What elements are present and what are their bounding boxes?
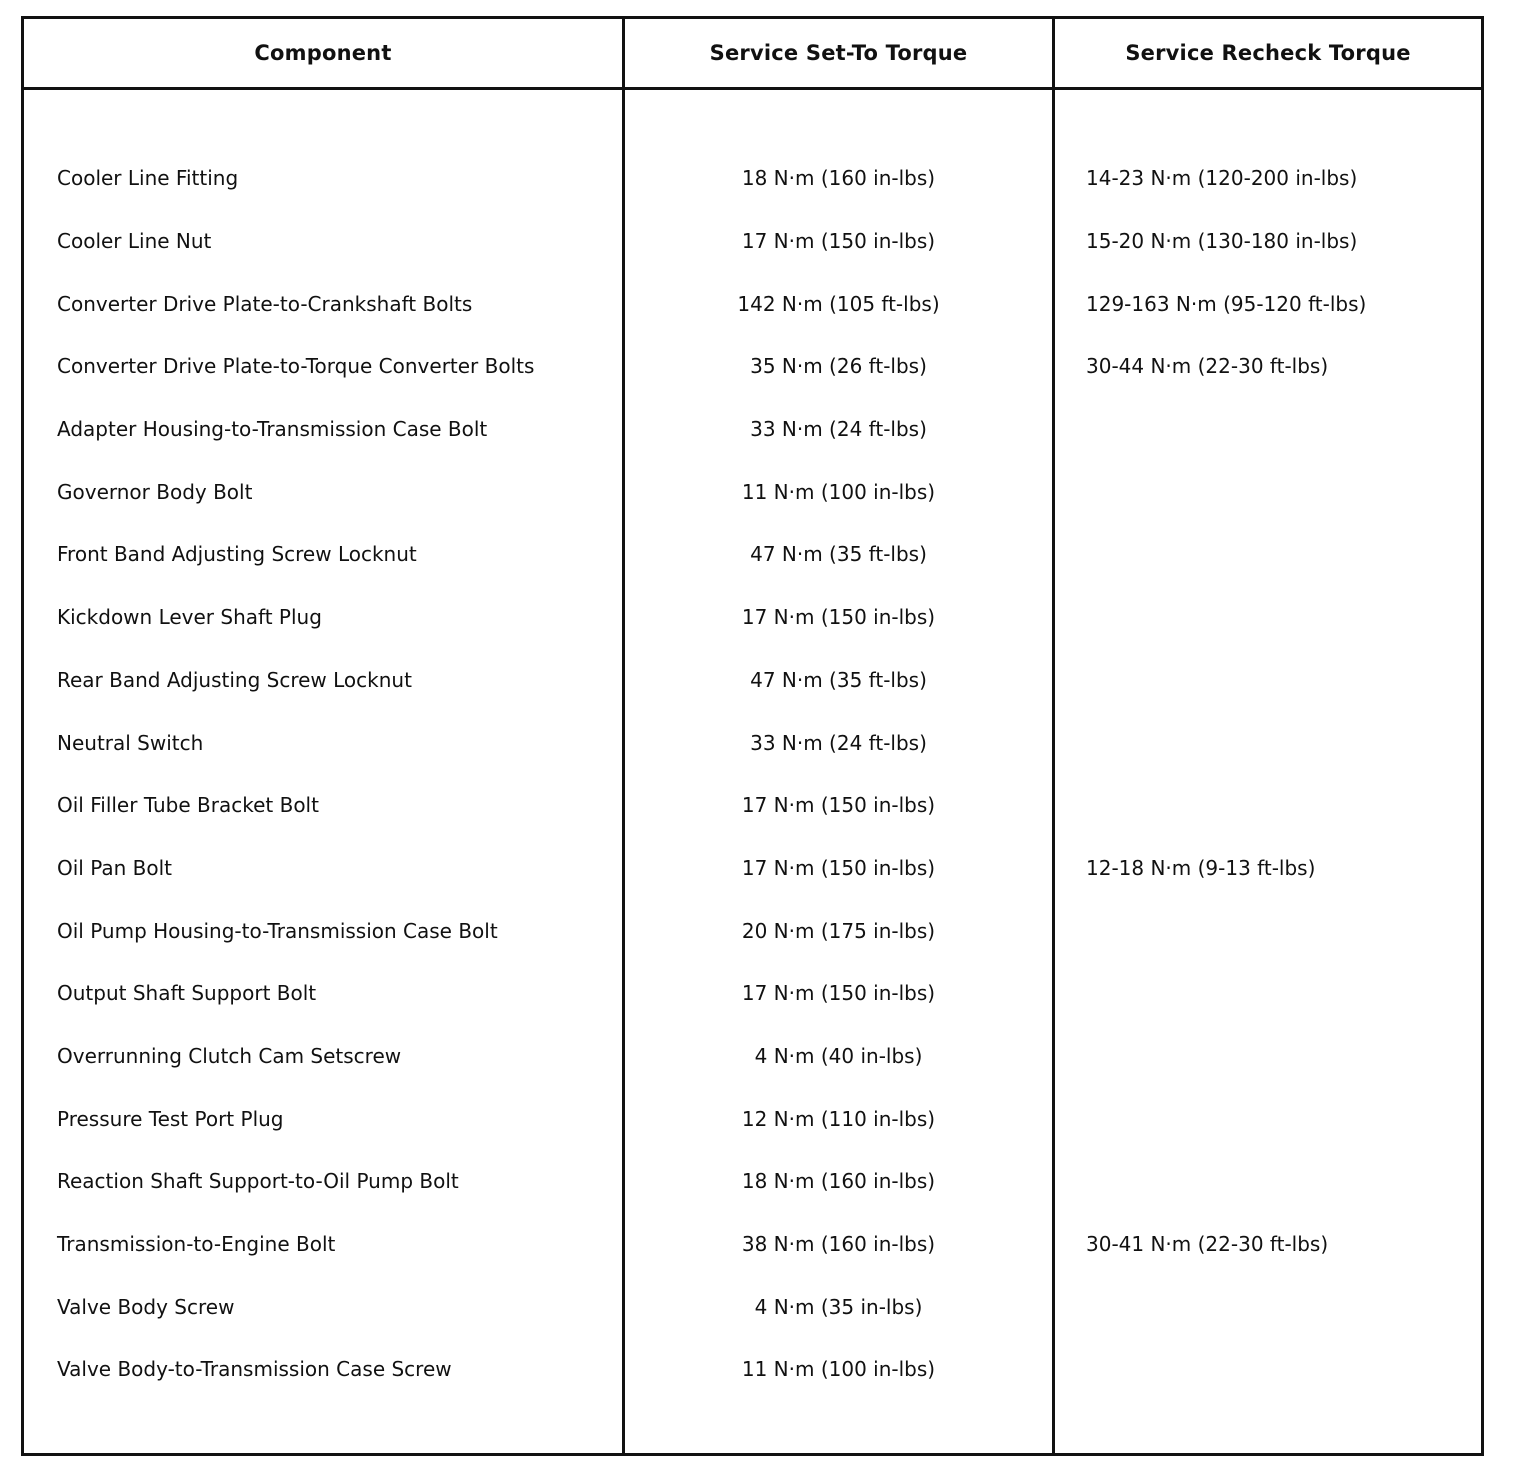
table-row [24, 899, 1481, 962]
set-to-torque-cell: 4 N·m (40 in-lbs) [754, 1043, 923, 1068]
header-set-to-torque: Service Set-To Torque [709, 41, 968, 65]
recheck-torque-cell: 12-18 N·m (9-13 ft-lbs) [1086, 855, 1316, 880]
set-to-torque-cell: 20 N·m (175 in-lbs) [741, 918, 936, 943]
table-row [24, 962, 1481, 1025]
recheck-torque-cell [1086, 586, 1476, 649]
set-to-torque-cell: 4 N·m (35 in-lbs) [754, 1294, 923, 1319]
component-cell: Pressure Test Port Plug [57, 1106, 284, 1131]
recheck-torque-cell [1086, 711, 1476, 774]
table-row [24, 1087, 1481, 1150]
table-row [24, 1025, 1481, 1088]
set-to-torque-cell: 33 N·m (24 ft-lbs) [750, 417, 927, 442]
table-row [24, 1338, 1481, 1401]
set-to-torque-cell: 11 N·m (100 in-lbs) [741, 479, 936, 504]
recheck-torque-cell: 129-163 N·m (95-120 ft-lbs) [1086, 291, 1367, 316]
set-to-torque-cell: 38 N·m (160 in-lbs) [741, 1232, 936, 1257]
component-cell: Oil Pan Bolt [57, 855, 173, 880]
component-cell: Output Shaft Support Bolt [57, 981, 317, 1006]
recheck-torque-cell: 15-20 N·m (130-180 in-lbs) [1086, 229, 1358, 254]
set-to-torque-cell: 11 N·m (100 in-lbs) [741, 1357, 936, 1382]
header-component: Component [254, 41, 392, 65]
set-to-torque-cell: 18 N·m (160 in-lbs) [741, 166, 936, 191]
table-row [24, 774, 1481, 837]
component-cell: Cooler Line Fitting [57, 166, 239, 191]
component-cell: Valve Body Screw [57, 1294, 235, 1319]
table-row [24, 147, 1481, 210]
set-to-torque-cell: 142 N·m (105 ft-lbs) [737, 291, 940, 316]
set-to-torque-cell: 33 N·m (24 ft-lbs) [750, 730, 927, 755]
component-cell: Converter Drive Plate-to-Crankshaft Bolts [57, 291, 473, 316]
recheck-torque-cell [1086, 649, 1476, 712]
table-row [24, 649, 1481, 712]
set-to-torque-cell: 35 N·m (26 ft-lbs) [750, 354, 927, 379]
recheck-torque-cell [1086, 1087, 1476, 1150]
table-body [24, 147, 1481, 1401]
component-cell: Reaction Shaft Support-to-Oil Pump Bolt [57, 1169, 459, 1194]
recheck-torque-cell [1086, 962, 1476, 1025]
recheck-torque-cell: 30-41 N·m (22-30 ft-lbs) [1086, 1232, 1329, 1257]
set-to-torque-cell: 17 N·m (150 in-lbs) [741, 855, 936, 880]
table-row [24, 398, 1481, 461]
recheck-torque-cell [1086, 523, 1476, 586]
recheck-torque-cell [1086, 899, 1476, 962]
table-row [24, 523, 1481, 586]
component-cell: Rear Band Adjusting Screw Locknut [57, 667, 412, 692]
recheck-torque-cell: 30-44 N·m (22-30 ft-lbs) [1086, 354, 1329, 379]
set-to-torque-cell: 18 N·m (160 in-lbs) [741, 1169, 936, 1194]
component-cell: Front Band Adjusting Screw Locknut [57, 542, 417, 567]
table-row [24, 335, 1481, 398]
recheck-torque-cell [1086, 460, 1476, 523]
set-to-torque-cell: 17 N·m (150 in-lbs) [741, 605, 936, 630]
component-cell: Oil Filler Tube Bracket Bolt [57, 793, 319, 818]
table-row [24, 837, 1481, 900]
table-row [24, 1275, 1481, 1338]
set-to-torque-cell: 17 N·m (150 in-lbs) [741, 229, 936, 254]
component-cell: Valve Body-to-Transmission Case Screw [57, 1357, 452, 1382]
component-cell: Kickdown Lever Shaft Plug [57, 605, 322, 630]
component-cell: Governor Body Bolt [57, 479, 253, 504]
table-row [24, 711, 1481, 774]
component-cell: Oil Pump Housing-to-Transmission Case Bolt [57, 918, 498, 943]
set-to-torque-cell: 47 N·m (35 ft-lbs) [750, 667, 927, 692]
component-cell: Cooler Line Nut [57, 229, 212, 254]
set-to-torque-cell: 17 N·m (150 in-lbs) [741, 793, 936, 818]
set-to-torque-cell: 47 N·m (35 ft-lbs) [750, 542, 927, 567]
table-row [24, 272, 1481, 335]
table-header-row [24, 19, 1481, 90]
recheck-torque-cell: 14-23 N·m (120-200 in-lbs) [1086, 166, 1358, 191]
component-cell: Converter Drive Plate-to-Torque Converter Bolts [57, 354, 535, 379]
table-row [24, 210, 1481, 273]
component-cell: Overrunning Clutch Cam Setscrew [57, 1043, 402, 1068]
recheck-torque-cell [1086, 774, 1476, 837]
table-row [24, 460, 1481, 523]
table-row [24, 1213, 1481, 1276]
component-cell: Neutral Switch [57, 730, 204, 755]
torque-spec-table [21, 16, 1484, 1456]
table-row [24, 1150, 1481, 1213]
set-to-torque-cell: 17 N·m (150 in-lbs) [741, 981, 936, 1006]
header-recheck-torque: Service Recheck Torque [1125, 41, 1411, 65]
recheck-torque-cell [1086, 1150, 1476, 1213]
recheck-torque-cell [1086, 398, 1476, 461]
recheck-torque-cell [1086, 1338, 1476, 1401]
recheck-torque-cell [1086, 1275, 1476, 1338]
recheck-torque-cell [1086, 1025, 1476, 1088]
set-to-torque-cell: 12 N·m (110 in-lbs) [741, 1106, 936, 1131]
component-cell: Transmission-to-Engine Bolt [57, 1232, 336, 1257]
table-row [24, 586, 1481, 649]
component-cell: Adapter Housing-to-Transmission Case Bolt [57, 417, 488, 442]
